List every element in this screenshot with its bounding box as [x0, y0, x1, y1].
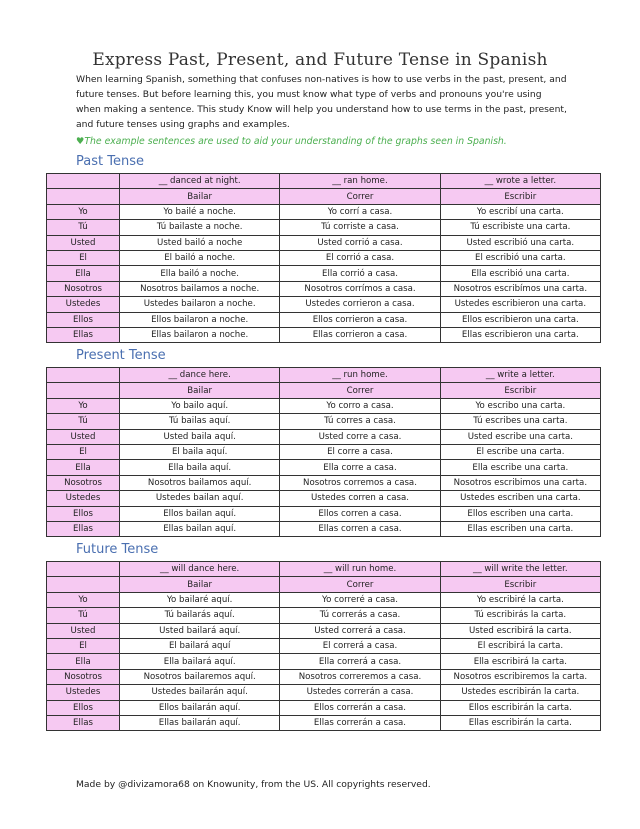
table-row	[47, 608, 601, 623]
sentence-header-cell: __ dance here.	[120, 368, 280, 383]
table-row	[47, 491, 601, 506]
table-row	[47, 521, 601, 536]
conjugation-cell: Usted escribirá la carta.	[440, 623, 600, 638]
conjugation-cell: Ellos escribieron una carta.	[440, 312, 600, 327]
conjugation-cell: Ellas bailarán aquí.	[120, 715, 280, 730]
conjugation-cell: Ellos correrán a casa.	[280, 700, 440, 715]
verb-row	[47, 189, 601, 204]
section-title-past: Past Tense	[76, 154, 144, 169]
conjugation-cell: Usted correrá a casa.	[280, 623, 440, 638]
conjugation-cell: Tú bailas aquí.	[120, 414, 280, 429]
pronoun-cell: Tú	[47, 220, 120, 235]
conjugation-cell: Ella baila aquí.	[120, 460, 280, 475]
section-title-future: Future Tense	[76, 542, 159, 557]
page-title: Express Past, Present, and Future Tense in Spanish	[92, 50, 548, 70]
verb-cell: Bailar	[120, 577, 280, 592]
pronoun-cell: Ellos	[47, 312, 120, 327]
conjugation-cell: Usted escribió una carta.	[440, 235, 600, 250]
conjugation-cell: El correrá a casa.	[280, 638, 440, 653]
conjugation-cell: Tú escribirás la carta.	[440, 608, 600, 623]
conjugation-cell: Yo bailo aquí.	[120, 398, 280, 413]
conjugation-cell: El corrió a casa.	[280, 250, 440, 265]
sentence-header-cell: __ will run home.	[280, 562, 440, 577]
conjugation-cell: Ellas escribirán la carta.	[440, 715, 600, 730]
table-row	[47, 312, 601, 327]
conjugation-cell: El bailará aquí	[120, 638, 280, 653]
conjugation-cell: Nosotros corremos a casa.	[280, 475, 440, 490]
conjugation-cell: El bailó a noche.	[120, 250, 280, 265]
conjugation-cell: Ella escribirá la carta.	[440, 654, 600, 669]
conjugation-cell: Yo bailaré aquí.	[120, 592, 280, 607]
verb-cell: Correr	[280, 189, 440, 204]
pronoun-cell: Ella	[47, 460, 120, 475]
example-note-text: The example sentences are used to aid your understanding of the graphs seen in Spanish.	[84, 136, 507, 147]
conjugation-cell: Nosotros escribimos una carta.	[440, 475, 600, 490]
conjugation-cell: Usted escribe una carta.	[440, 429, 600, 444]
conjugation-table-future	[46, 561, 601, 731]
table-row	[47, 669, 601, 684]
conjugation-cell: Nosotros escribiremos la carta.	[440, 669, 600, 684]
conjugation-cell: Ellas escriben una carta.	[440, 521, 600, 536]
section-title-present: Present Tense	[76, 348, 166, 363]
pronoun-cell: Tú	[47, 414, 120, 429]
conjugation-cell: Ellos corrieron a casa.	[280, 312, 440, 327]
conjugation-cell: Yo escribo una carta.	[440, 398, 600, 413]
conjugation-cell: Nosotros bailamos a noche.	[120, 281, 280, 296]
conjugation-cell: Ustedes corrieron a casa.	[280, 297, 440, 312]
pronoun-cell: El	[47, 444, 120, 459]
conjugation-cell: Tú bailarás aquí.	[120, 608, 280, 623]
conjugation-cell: Ella corrió a casa.	[280, 266, 440, 281]
pronoun-cell: Yo	[47, 398, 120, 413]
table-header-row	[47, 368, 601, 383]
conjugation-cell: Yo correré a casa.	[280, 592, 440, 607]
conjugation-cell: Ellas bailaron a noche.	[120, 327, 280, 342]
conjugation-cell: Ellos bailan aquí.	[120, 506, 280, 521]
verb-row	[47, 383, 601, 398]
table-row	[47, 414, 601, 429]
table-row	[47, 297, 601, 312]
conjugation-cell: Usted corre a casa.	[280, 429, 440, 444]
conjugation-cell: El escribe una carta.	[440, 444, 600, 459]
pronoun-cell: Usted	[47, 623, 120, 638]
pronoun-cell: Yo	[47, 592, 120, 607]
conjugation-cell: Ustedes corren a casa.	[280, 491, 440, 506]
sentence-header-cell: __ danced at night.	[120, 174, 280, 189]
conjugation-cell: Ellas bailan aquí.	[120, 521, 280, 536]
conjugation-cell: Yo corrí a casa.	[280, 204, 440, 219]
conjugation-cell: El escribió una carta.	[440, 250, 600, 265]
conjugation-cell: Nosotros correremos a casa.	[280, 669, 440, 684]
conjugation-cell: Yo bailé a noche.	[120, 204, 280, 219]
table-row	[47, 623, 601, 638]
conjugation-cell: Ellos bailaron a noche.	[120, 312, 280, 327]
conjugation-cell: Ella escribe una carta.	[440, 460, 600, 475]
conjugation-cell: Tú corres a casa.	[280, 414, 440, 429]
conjugation-cell: Ellas escribieron una carta.	[440, 327, 600, 342]
table-row	[47, 592, 601, 607]
table-row	[47, 429, 601, 444]
conjugation-cell: Ella escribió una carta.	[440, 266, 600, 281]
conjugation-cell: Ella correrá a casa.	[280, 654, 440, 669]
table-row	[47, 250, 601, 265]
conjugation-cell: Ustedes correrán a casa.	[280, 685, 440, 700]
pronoun-cell: Ellas	[47, 521, 120, 536]
conjugation-table-present	[46, 367, 601, 537]
pronoun-cell: Ella	[47, 654, 120, 669]
conjugation-table-past	[46, 173, 601, 343]
pronoun-cell: Yo	[47, 204, 120, 219]
table-row	[47, 235, 601, 250]
table-row	[47, 700, 601, 715]
conjugation-cell: Ellos corren a casa.	[280, 506, 440, 521]
conjugation-cell: El escribirá la carta.	[440, 638, 600, 653]
header-corner-cell	[47, 562, 120, 577]
verb-corner-cell	[47, 383, 120, 398]
verb-corner-cell	[47, 577, 120, 592]
pronoun-cell: Ustedes	[47, 491, 120, 506]
conjugation-cell: Tú corriste a casa.	[280, 220, 440, 235]
sentence-header-cell: __ write a letter.	[440, 368, 600, 383]
pronoun-cell: Ellas	[47, 715, 120, 730]
pronoun-cell: Usted	[47, 235, 120, 250]
conjugation-cell: Ellos escribirán la carta.	[440, 700, 600, 715]
conjugation-cell: Usted bailó a noche	[120, 235, 280, 250]
pronoun-cell: Ellos	[47, 700, 120, 715]
conjugation-cell: Ustedes bailaron a noche.	[120, 297, 280, 312]
conjugation-cell: Nosotros bailaremos aquí.	[120, 669, 280, 684]
pronoun-cell: Nosotros	[47, 475, 120, 490]
verb-corner-cell	[47, 189, 120, 204]
conjugation-cell: El baila aquí.	[120, 444, 280, 459]
conjugation-cell: El corre a casa.	[280, 444, 440, 459]
table-row	[47, 685, 601, 700]
pronoun-cell: Tú	[47, 608, 120, 623]
pronoun-cell: Ellas	[47, 327, 120, 342]
conjugation-cell: Ellas corren a casa.	[280, 521, 440, 536]
table-row	[47, 266, 601, 281]
conjugation-cell: Usted bailará aquí.	[120, 623, 280, 638]
table-row	[47, 638, 601, 653]
pronoun-cell: Ustedes	[47, 297, 120, 312]
table-row	[47, 460, 601, 475]
pronoun-cell: Ellos	[47, 506, 120, 521]
conjugation-cell: Yo escribiré la carta.	[440, 592, 600, 607]
table-row	[47, 475, 601, 490]
conjugation-cell: Ellos escriben una carta.	[440, 506, 600, 521]
table-header-row	[47, 174, 601, 189]
pronoun-cell: Nosotros	[47, 281, 120, 296]
conjugation-cell: Yo escribí una carta.	[440, 204, 600, 219]
table-row	[47, 444, 601, 459]
intro-paragraph: When learning Spanish, something that confuses non-natives is how to use verbs in the past, present, and future tenses. But before learning this, you must know what type of verbs and pronouns you're using when making a sentence. This study Know will help you understand how to use terms in the past, present, and future tenses using graphs and examples.	[76, 74, 567, 130]
conjugation-cell: Ustedes escribirán la carta.	[440, 685, 600, 700]
conjugation-cell: Ella bailará aquí.	[120, 654, 280, 669]
sentence-header-cell: __ wrote a letter.	[440, 174, 600, 189]
header-corner-cell	[47, 174, 120, 189]
conjugation-cell: Ellas corrieron a casa.	[280, 327, 440, 342]
table-row	[47, 398, 601, 413]
conjugation-cell: Ella corre a casa.	[280, 460, 440, 475]
conjugation-cell: Tú escribes una carta.	[440, 414, 600, 429]
table-row	[47, 220, 601, 235]
verb-cell: Escribir	[440, 383, 600, 398]
pronoun-cell: El	[47, 250, 120, 265]
verb-cell: Bailar	[120, 189, 280, 204]
table-header-row	[47, 562, 601, 577]
sentence-header-cell: __ ran home.	[280, 174, 440, 189]
verb-cell: Escribir	[440, 189, 600, 204]
verb-row	[47, 577, 601, 592]
verb-cell: Correr	[280, 577, 440, 592]
pronoun-cell: Ella	[47, 266, 120, 281]
conjugation-cell: Ustedes bailan aquí.	[120, 491, 280, 506]
verb-cell: Escribir	[440, 577, 600, 592]
conjugation-cell: Nosotros escribímos una carta.	[440, 281, 600, 296]
conjugation-cell: Usted corrió a casa.	[280, 235, 440, 250]
conjugation-cell: Ella bailó a noche.	[120, 266, 280, 281]
conjugation-cell: Ustedes escriben una carta.	[440, 491, 600, 506]
pronoun-cell: El	[47, 638, 120, 653]
table-row	[47, 327, 601, 342]
table-row	[47, 506, 601, 521]
heart-icon: ♥	[76, 136, 85, 147]
verb-cell: Bailar	[120, 383, 280, 398]
pronoun-cell: Nosotros	[47, 669, 120, 684]
conjugation-cell: Tú correrás a casa.	[280, 608, 440, 623]
sentence-header-cell: __ will write the letter.	[440, 562, 600, 577]
conjugation-cell: Usted baila aquí.	[120, 429, 280, 444]
header-corner-cell	[47, 368, 120, 383]
conjugation-cell: Nosotros corrímos a casa.	[280, 281, 440, 296]
conjugation-cell: Yo corro a casa.	[280, 398, 440, 413]
conjugation-cell: Ellos bailarán aquí.	[120, 700, 280, 715]
sentence-header-cell: __ will dance here.	[120, 562, 280, 577]
footer-credit: Made by @divizamora68 on Knowunity, from the US. All copyrights reserved.	[76, 779, 431, 790]
conjugation-cell: Ellas correrán a casa.	[280, 715, 440, 730]
conjugation-cell: Tú bailaste a noche.	[120, 220, 280, 235]
table-row	[47, 654, 601, 669]
conjugation-cell: Ustedes bailarán aquí.	[120, 685, 280, 700]
pronoun-cell: Usted	[47, 429, 120, 444]
table-row	[47, 204, 601, 219]
sentence-header-cell: __ run home.	[280, 368, 440, 383]
conjugation-cell: Nosotros bailamos aquí.	[120, 475, 280, 490]
example-note	[76, 136, 576, 147]
table-row	[47, 715, 601, 730]
conjugation-cell: Tú escribiste una carta.	[440, 220, 600, 235]
pronoun-cell: Ustedes	[47, 685, 120, 700]
verb-cell: Correr	[280, 383, 440, 398]
conjugation-cell: Ustedes escribieron una carta.	[440, 297, 600, 312]
table-row	[47, 281, 601, 296]
